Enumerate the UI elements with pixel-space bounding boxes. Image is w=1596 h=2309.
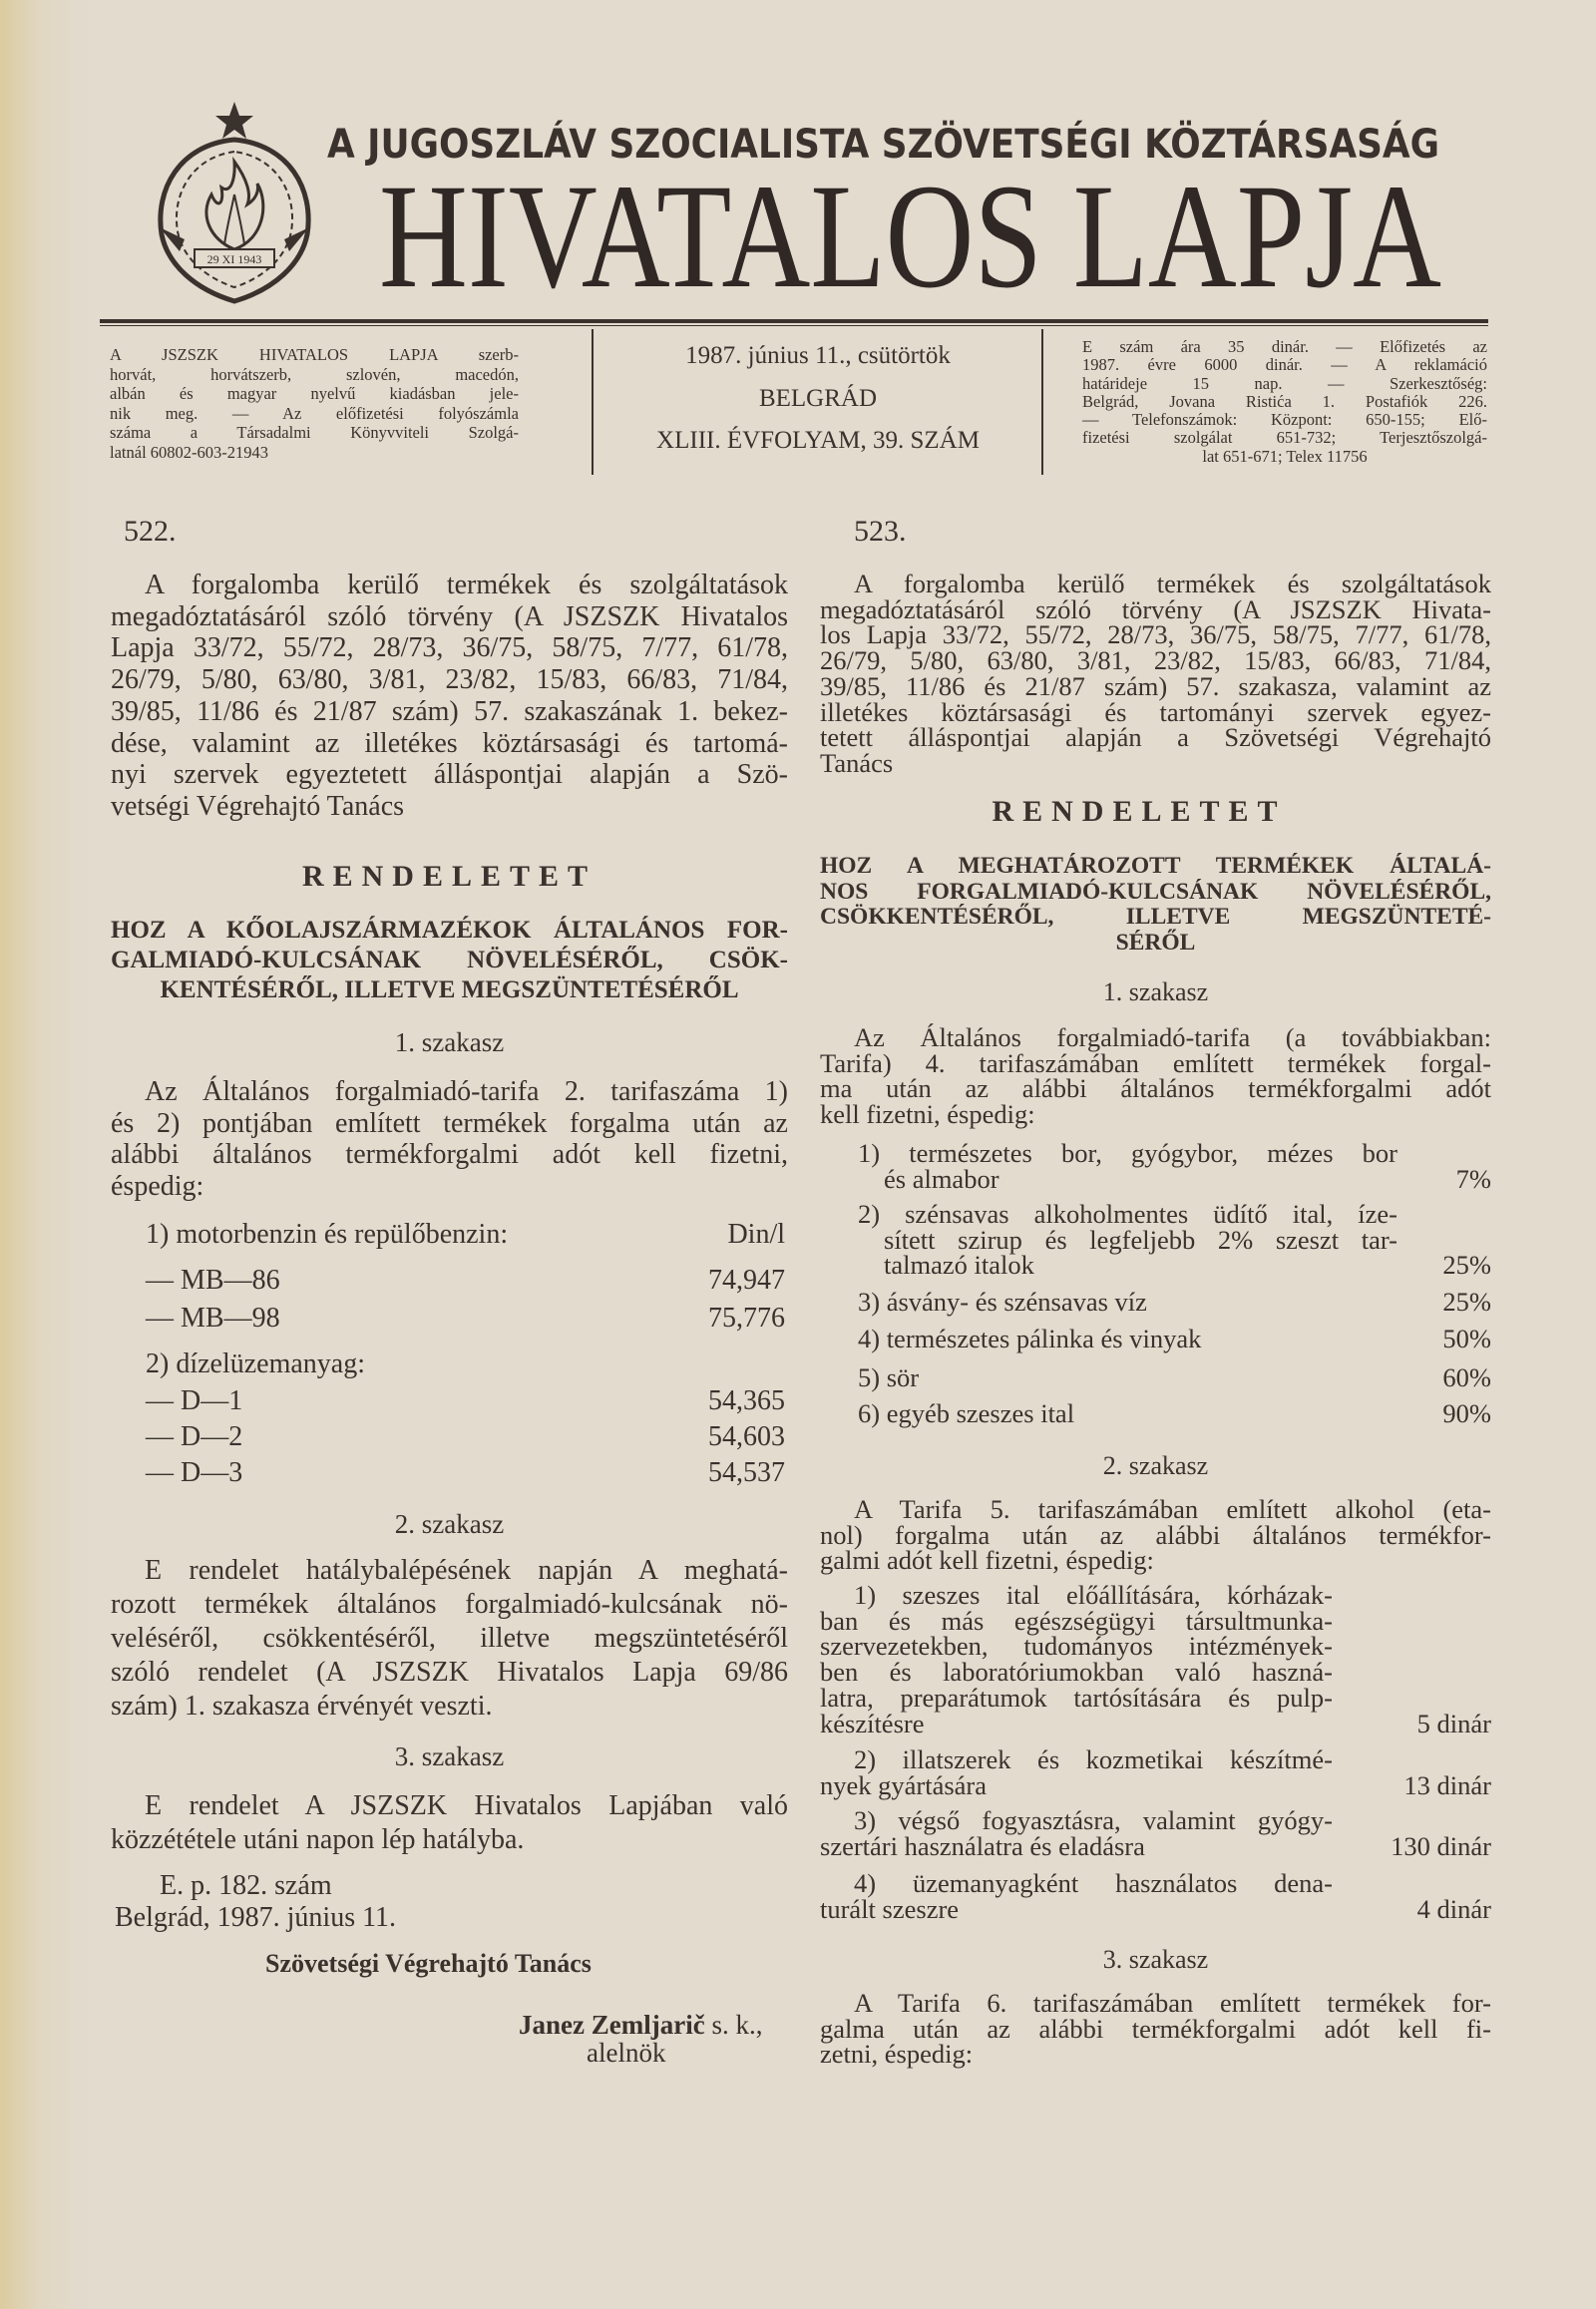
- tariff-item: [820, 1199, 1491, 1281]
- text-line: E szám ára 35 dinár. — Előfizetés az: [1082, 337, 1487, 356]
- text-line: ma után az alábbi általános termékforgalmi adót: [820, 1073, 1491, 1104]
- text-line: A forgalomba kerülő termékek és szolgáltatások: [854, 569, 1491, 598]
- text-line: és 2) pontjában említett termékek forgalma után az: [111, 1107, 788, 1139]
- text-line: nol) forgalma után az alábbi általános termékfor-: [820, 1519, 1491, 1550]
- tariff-item: [820, 1138, 1491, 1194]
- text-line: Lapja 33/72, 55/72, 28/73, 36/75, 58/75, 7/77, 61/78,: [111, 632, 788, 664]
- preamble: [820, 569, 1491, 778]
- info-subscription-note: [1082, 338, 1487, 466]
- item-text: [858, 1324, 1397, 1353]
- text-line: ban és más egészségügyi társultmunka-: [820, 1605, 1333, 1636]
- text-line: szám) 1. szakasza érvényét veszti.: [111, 1691, 493, 1722]
- text-line: A Tarifa 5. tarifaszámában említett alkohol (eta-: [854, 1494, 1491, 1524]
- text-line: Tarifa) 4. tarifaszámában említett termékek forgal-: [820, 1047, 1491, 1078]
- rate-value: 90%: [1442, 1398, 1491, 1428]
- text-line: galma után az alábbi termékforgalmi adót kell fi-: [820, 2013, 1491, 2044]
- alcohol-item: [820, 1868, 1491, 1924]
- masthead-rule-thin: [100, 325, 1488, 326]
- text-line: 3) ásvány- és szénsavas víz: [858, 1287, 1147, 1317]
- text-line: 4) üzemanyagként használatos dena-: [854, 1868, 1333, 1898]
- place-date: Belgrád, 1987. június 11.: [115, 1902, 397, 1933]
- section-text: [111, 1076, 788, 1203]
- reference-number: E. p. 182. szám: [160, 1870, 332, 1901]
- document-number: 522.: [124, 515, 177, 548]
- masthead-rule: [100, 319, 1488, 323]
- text-line: 3) végső fogyasztásra, valamint gyógy-: [854, 1805, 1333, 1835]
- signer-suffix: s. k.,: [704, 2010, 763, 2040]
- signer-role: alelnök: [587, 2038, 666, 2068]
- text-line: HOZ A MEGHATÁROZOTT TERMÉKEK ÁLTALÁ-: [820, 853, 1491, 879]
- section-label: 3. szakasz: [394, 1741, 505, 1771]
- text-line: 26/79, 5/80, 63/80, 3/81, 23/82, 15/83, 66/83, 71/84,: [111, 664, 788, 696]
- text-line: latnál 60802-603-21943: [110, 442, 269, 462]
- text-line: 1) természetes bor, gyógybor, mézes bor: [858, 1138, 1397, 1168]
- fuel-name: — D—1: [146, 1385, 243, 1416]
- rate-value: 74,947: [708, 1265, 785, 1296]
- issue-volume: XLIII. ÉVFOLYAM, 39. SZÁM: [656, 427, 980, 454]
- fuel-name: — D—2: [146, 1421, 243, 1452]
- state-emblem-icon: [140, 100, 329, 309]
- text-line: Az Általános forgalmiadó-tarifa 2. tarifaszáma 1): [145, 1076, 788, 1107]
- emblem-date: 29 XI 1943: [206, 252, 262, 266]
- item-text: [820, 1580, 1333, 1738]
- rate-value: 60%: [1442, 1362, 1491, 1392]
- rate-group-header: [146, 1348, 785, 1380]
- text-line: galmi adót kell fizetni, éspedig:: [820, 1545, 1154, 1576]
- text-line: tetett álláspontjai alapján a Szövetségi Végrehajtó: [820, 722, 1491, 753]
- rate-row: [146, 1385, 785, 1417]
- text-line: E rendelet A JSZSZK Hivatalos Lapjában való: [145, 1790, 788, 1821]
- text-line: — Telefonszámok: Központ: 650-155; Elő-: [1082, 410, 1487, 430]
- text-line: sített szirup és legfeljebb 2% szeszt tar-: [884, 1224, 1397, 1255]
- rate-row: [146, 1265, 785, 1297]
- item-text: [858, 1287, 1397, 1317]
- text-line: 4) természetes pálinka és vinyak: [858, 1324, 1202, 1353]
- text-line: HOZ A KŐOLAJSZÁRMAZÉKOK ÁLTALÁNOS FOR-: [111, 917, 788, 944]
- text-line: megadóztatásáról szóló törvény (A JSZSZK Hivata-: [820, 593, 1491, 624]
- text-line: 2) szénsavas alkoholmentes üdítő ital, íze-: [858, 1199, 1397, 1229]
- text-line: száma a Társadalmi Könyvviteli Szolgá-: [110, 423, 519, 442]
- text-line: vetségi Végrehajtó Tanács: [111, 790, 405, 822]
- text-line: Az Általános forgalmiadó-tarifa (a továbbiakban:: [854, 1022, 1491, 1052]
- text-line: szervezetekben, tudományos intézmények-: [820, 1631, 1333, 1662]
- tariff-item: [820, 1398, 1491, 1428]
- text-line: közzététele utáni napon lép hatályba.: [111, 1824, 525, 1855]
- rate-row: [146, 1303, 785, 1335]
- text-line: éspedig:: [111, 1171, 204, 1203]
- rate-value: 4 dinár: [1416, 1893, 1491, 1924]
- text-line: 39/85, 11/86 és 21/87 szám) 57. szakaszának 1. bekez-: [111, 695, 788, 727]
- text-line: illetékes köztársasági és tartományi szervek egyez-: [820, 696, 1491, 727]
- text-line: Tanács: [820, 747, 894, 778]
- text-line: A forgalomba kerülő termékek és szolgáltatások: [145, 570, 788, 600]
- text-line: horvát, horvátszerb, szlovén, macedón,: [110, 364, 519, 384]
- text-line: ben és laboratóriumokban való haszná-: [820, 1657, 1333, 1688]
- text-line: 6) egyéb szeszes ital: [858, 1398, 1075, 1428]
- text-line: SÉRŐL: [1115, 929, 1196, 956]
- rate-value: 54,603: [708, 1421, 785, 1452]
- item-text: [858, 1138, 1397, 1194]
- section-label: 2. szakasz: [1102, 1451, 1209, 1480]
- alcohol-item: [820, 1744, 1491, 1800]
- item-text: [858, 1398, 1397, 1428]
- rate-value: 25%: [1442, 1250, 1491, 1281]
- text-line: nyi szervek egyeztetett álláspontjai alapján a Szö-: [111, 759, 788, 791]
- text-line: A Tarifa 6. tarifaszámában említett termékek for-: [854, 1988, 1491, 2018]
- text-line: talmazó italok: [884, 1250, 1034, 1281]
- text-line: 1) szeszes ital előállítására, kórházak-: [854, 1580, 1333, 1610]
- fuel-name: — MB—86: [146, 1265, 280, 1296]
- text-line: turált szeszre: [820, 1893, 960, 1924]
- section-label: 1. szakasz: [394, 1027, 505, 1057]
- section-label: 1. szakasz: [1102, 977, 1209, 1006]
- text-line: Belgrád, Jovana Ristića 1. Postafiók 226.: [1082, 391, 1487, 411]
- group-label: 2) dízelüzemanyag:: [146, 1348, 366, 1379]
- fuel-name: — D—3: [146, 1457, 243, 1488]
- text-line: lat 651-671; Telex 11756: [1202, 446, 1368, 466]
- item-text: [820, 1805, 1333, 1861]
- text-line: 1987. évre 6000 dinár. — A reklamáció: [1082, 355, 1487, 375]
- text-line: los Lapja 33/72, 55/72, 28/73, 36/75, 58/75, 7/77, 61/78,: [820, 619, 1491, 650]
- text-line: szóló rendelet (A JSZSZK Hivatalos Lapja 69/86: [111, 1657, 788, 1688]
- text-line: dése, valamint az illetékes köztársasági és tartomá-: [111, 727, 788, 759]
- text-line: rozott termékek általános forgalmiadó-kulcsának nö-: [111, 1589, 788, 1620]
- decree-title: [111, 916, 788, 1005]
- rate-value: 54,537: [708, 1457, 785, 1488]
- text-line: GALMIADÓ-KULCSÁNAK NÖVELÉSÉRŐL, CSÖK-: [111, 947, 788, 973]
- section-text: [111, 1789, 788, 1857]
- item-text: [820, 1744, 1333, 1800]
- text-line: KENTÉSÉRŐL, ILLETVE MEGSZÜNTETÉSÉRŐL: [160, 976, 739, 1003]
- section-label: 3. szakasz: [1102, 1945, 1209, 1974]
- preamble: [111, 570, 788, 823]
- section-text: [111, 1554, 788, 1724]
- text-line: 5) sör: [858, 1362, 920, 1392]
- text-line: veléséről, csökkentéséről, illetve megszüntetéséről: [111, 1623, 788, 1654]
- info-divider: [1041, 329, 1043, 475]
- text-line: NOS FORGALMIADÓ-KULCSÁNAK NÖVELÉSÉRŐL,: [820, 878, 1491, 905]
- text-line: 39/85, 11/86 és 21/87 szám) 57. szakasza, valamint az: [820, 670, 1491, 701]
- issuing-council: Szövetségi Végrehajtó Tanács: [265, 1949, 592, 1978]
- decree-heading: RENDELETET: [301, 860, 598, 893]
- issue-date: 1987. június 11., csütörtök: [685, 342, 951, 369]
- text-line: fizetési szolgálat 651-732; Terjesztőszolgá-: [1082, 428, 1487, 448]
- rate-row: [146, 1457, 785, 1489]
- item-text: [858, 1362, 1397, 1392]
- text-line: kell fizetni, éspedig:: [820, 1099, 1035, 1130]
- rate-value: 25%: [1442, 1287, 1491, 1317]
- tariff-item: [820, 1324, 1491, 1353]
- text-line: latra, preparátumok tartósítására és pulp-: [820, 1682, 1333, 1713]
- text-line: CSÖKKENTÉSÉRŐL, ILLETVE MEGSZÜNTETÉ-: [820, 904, 1491, 930]
- section-text: [820, 1988, 1491, 2070]
- text-line: határideje 15 nap. — Szerkesztőség:: [1082, 373, 1487, 393]
- decree-title: [820, 854, 1491, 956]
- section-label: 2. szakasz: [394, 1509, 505, 1539]
- decree-heading: RENDELETET: [992, 795, 1287, 828]
- rate-value: 13 dinár: [1403, 1769, 1491, 1800]
- masthead-titles: [319, 100, 1570, 319]
- rate-value: 75,776: [708, 1303, 785, 1334]
- text-line: E rendelet hatálybalépésének napján A meghatá-: [145, 1555, 788, 1586]
- item-text: [820, 1868, 1333, 1924]
- rate-row: [146, 1421, 785, 1453]
- text-line: 26/79, 5/80, 63/80, 3/81, 23/82, 15/83, 66/83, 71/84,: [820, 645, 1491, 676]
- text-line: albán és magyar nyelvű kiadásban jele-: [110, 384, 519, 403]
- country-name: A JUGOSZLÁV SZOCIALISTA SZÖVETSÉGI KÖZTÁRSASÁG: [327, 122, 1570, 168]
- text-line: megadóztatásáról szóló törvény (A JSZSZK Hivatalos: [111, 600, 788, 632]
- tariff-item: [820, 1287, 1491, 1317]
- text-line: készítésre: [820, 1708, 925, 1738]
- text-line: szertári használatra és eladásra: [820, 1830, 1145, 1861]
- text-line: nik meg. — Az előfizetési folyószámla: [110, 403, 519, 423]
- fuel-name: — MB—98: [146, 1303, 280, 1334]
- text-line: A JSZSZK HIVATALOS LAPJA szerb-: [110, 345, 519, 364]
- section-text: [820, 1022, 1491, 1130]
- info-divider: [592, 329, 594, 475]
- document-number: 523.: [854, 515, 907, 548]
- info-publication-note: [110, 345, 519, 462]
- alcohol-item: [820, 1580, 1491, 1738]
- rate-value: 54,365: [708, 1385, 785, 1416]
- signer-name: Janez Zemljarič: [519, 2010, 705, 2040]
- rate-value: 130 dinár: [1391, 1830, 1491, 1861]
- unit-label: Din/l: [727, 1219, 785, 1250]
- issue-city: BELGRÁD: [758, 385, 878, 412]
- text-line: zetni, éspedig:: [820, 2039, 974, 2070]
- rate-group-header: [146, 1219, 785, 1251]
- text-line: nyek gyártására: [820, 1769, 988, 1800]
- rate-value: 7%: [1455, 1163, 1491, 1194]
- text-line: alábbi általános termékforgalmi adót kell fizetni,: [111, 1139, 788, 1171]
- rate-value: 5 dinár: [1416, 1708, 1491, 1738]
- text-line: 2) illatszerek és kozmetikai készítmé-: [854, 1744, 1333, 1774]
- text-line: és almabor: [884, 1163, 999, 1194]
- section-text: [820, 1494, 1491, 1576]
- tariff-item: [820, 1362, 1491, 1392]
- group-label: 1) motorbenzin és repülőbenzin:: [146, 1219, 509, 1250]
- alcohol-item: [820, 1805, 1491, 1861]
- signature-line: [519, 2010, 762, 2041]
- rate-value: 50%: [1442, 1324, 1491, 1353]
- item-text: [858, 1199, 1397, 1281]
- publication-title: HIVATALOS LAPJA: [379, 154, 1441, 319]
